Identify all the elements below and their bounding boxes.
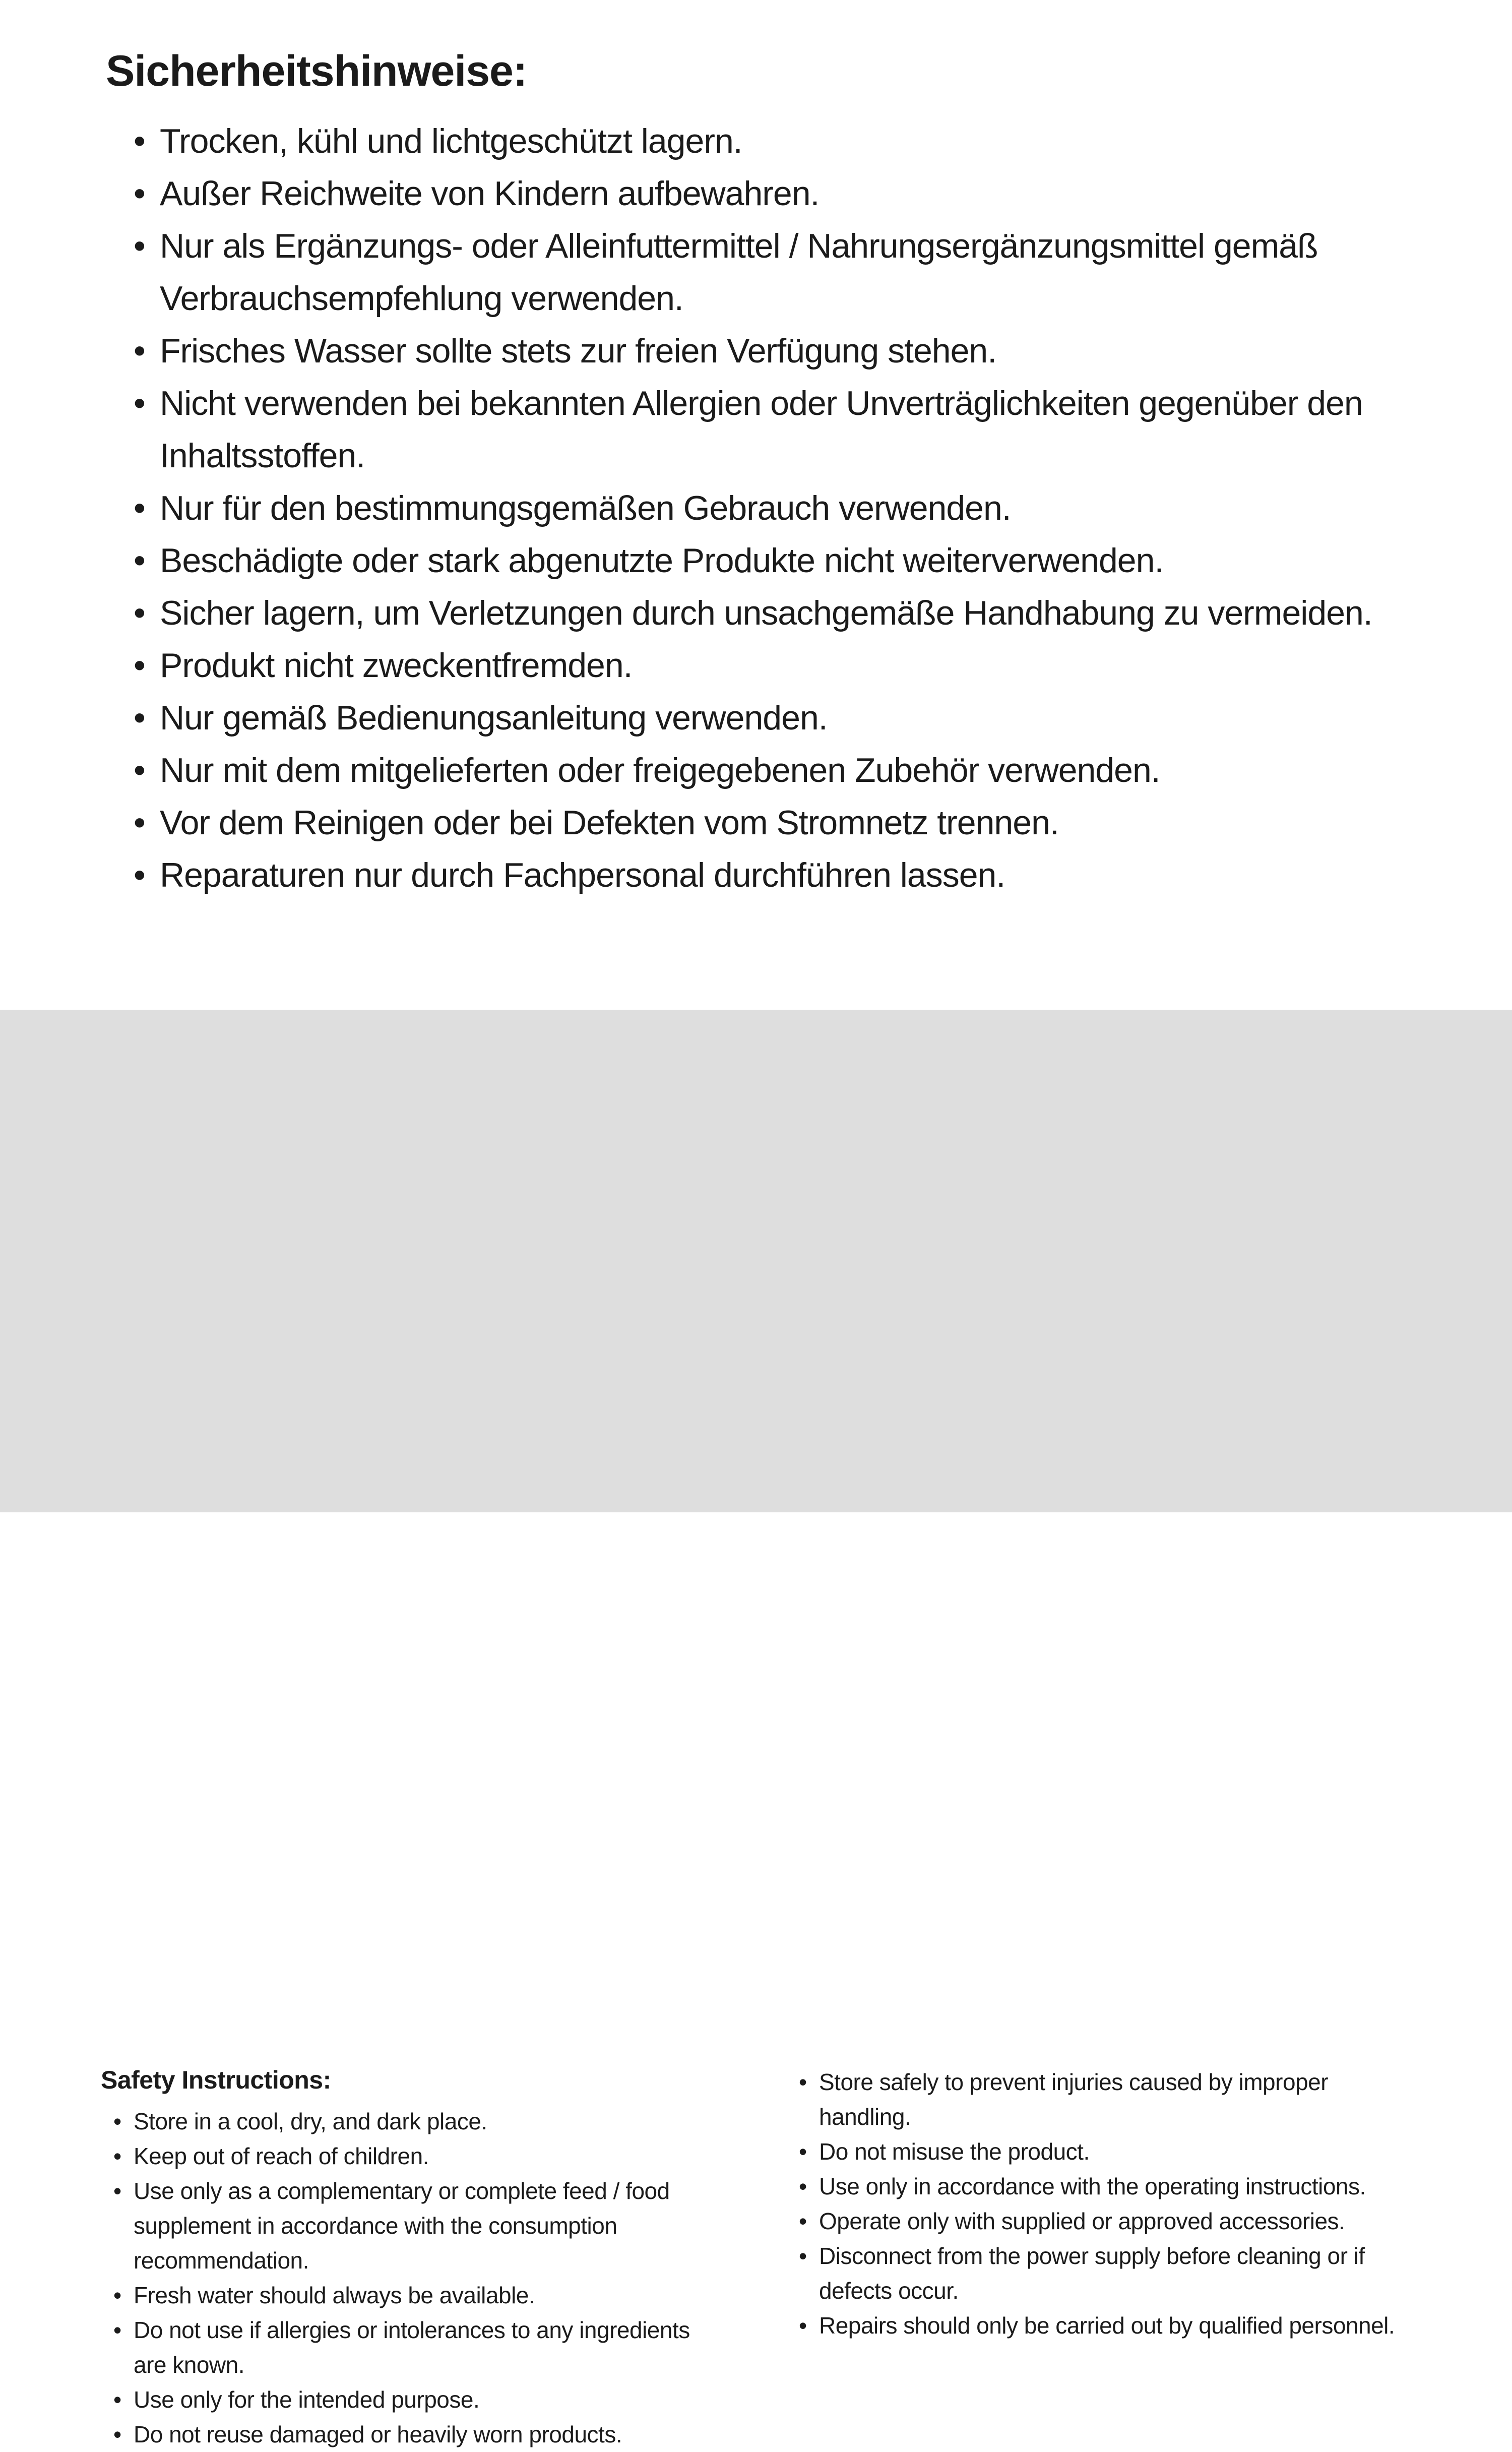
german-instruction-item xyxy=(134,849,1395,901)
german-instruction-item xyxy=(134,115,1395,167)
bullet-marker: • xyxy=(134,541,145,580)
bullet-marker: • xyxy=(799,2312,807,2339)
instruction-text: Nur mit dem mitgelieferten oder freigegebenen Zubehör verwenden. xyxy=(160,751,1160,789)
german-section-title: Sicherheitshinweise: xyxy=(106,47,527,95)
bullet-marker: • xyxy=(134,646,145,685)
bullet-marker: • xyxy=(113,2317,121,2343)
instruction-text: Use only for the intended purpose. xyxy=(134,2386,480,2413)
instruction-text: Keep out of reach of children. xyxy=(134,2143,429,2169)
bullet-marker: • xyxy=(134,699,145,737)
english-instruction-item xyxy=(799,2239,1396,2308)
german-instruction-item xyxy=(134,325,1395,377)
bullet-marker: • xyxy=(134,174,145,213)
bullet-marker: • xyxy=(134,227,145,265)
instruction-text: Do not use if allergies or intolerances to any ingredients are known. xyxy=(134,2317,690,2378)
bullet-marker: • xyxy=(799,2243,807,2269)
english-section-title: Safety Instructions: xyxy=(101,2066,331,2094)
bullet-marker: • xyxy=(799,2138,807,2165)
bullet-marker: • xyxy=(799,2069,807,2095)
english-instruction-item xyxy=(799,2204,1396,2239)
bullet-marker: • xyxy=(799,2208,807,2234)
bullet-marker: • xyxy=(134,804,145,842)
german-safety-section xyxy=(0,0,1512,1010)
german-instruction-item xyxy=(134,167,1395,220)
english-instruction-item xyxy=(113,2278,726,2313)
instruction-text: Repairs should only be carried out by qualified personnel. xyxy=(819,2312,1395,2339)
english-left-column xyxy=(101,2065,726,2452)
instruction-text: Vor dem Reinigen oder bei Defekten vom Stromnetz trennen. xyxy=(160,804,1059,842)
instruction-text: Use only in accordance with the operating instructions. xyxy=(819,2173,1366,2199)
english-instructions-list-right xyxy=(799,2065,1396,2343)
german-instructions-list xyxy=(134,115,1395,901)
english-instruction-item xyxy=(799,2134,1396,2169)
instruction-text: Nicht verwenden bei bekannten Allergien oder Unverträglichkeiten gegenüber den Inhaltsstoffen. xyxy=(160,384,1363,475)
german-instruction-item xyxy=(134,692,1395,744)
german-instruction-item xyxy=(134,744,1395,796)
bullet-marker: • xyxy=(113,2282,121,2308)
bullet-marker: • xyxy=(134,384,145,422)
english-instruction-item xyxy=(799,2308,1396,2343)
bullet-marker: • xyxy=(113,2421,121,2447)
instruction-text: Disconnect from the power supply before cleaning or if defects occur. xyxy=(819,2243,1365,2304)
instruction-text: Use only as a complementary or complete feed / food supplement in accordance with the consumption recommendation. xyxy=(134,2178,670,2274)
bullet-marker: • xyxy=(113,2386,121,2413)
english-instruction-item xyxy=(113,2417,726,2452)
english-instruction-item xyxy=(113,2174,726,2278)
bullet-marker: • xyxy=(113,2143,121,2169)
bullet-marker: • xyxy=(799,2173,807,2199)
english-instruction-item xyxy=(113,2139,726,2174)
german-instruction-item xyxy=(134,534,1395,587)
english-instruction-item xyxy=(113,2313,726,2382)
instruction-text: Nur für den bestimmungsgemäßen Gebrauch verwenden. xyxy=(160,489,1011,527)
english-right-column xyxy=(799,2065,1396,2343)
instruction-text: Beschädigte oder stark abgenutzte Produkte nicht weiterverwenden. xyxy=(160,541,1164,580)
bullet-marker: • xyxy=(134,594,145,632)
instruction-text: Store in a cool, dry, and dark place. xyxy=(134,2108,487,2134)
german-instruction-item xyxy=(134,639,1395,692)
instruction-text: Do not reuse damaged or heavily worn products. xyxy=(134,2421,622,2447)
instruction-text: Sicher lagern, um Verletzungen durch unsachgemäße Handhabung zu vermeiden. xyxy=(160,594,1372,632)
instruction-text: Nur als Ergänzungs- oder Alleinfuttermittel / Nahrungsergänzungsmittel gemäß Verbrauchsempfehlung verwenden. xyxy=(160,227,1318,318)
instruction-text: Trocken, kühl und lichtgeschützt lagern. xyxy=(160,122,742,160)
german-instruction-item xyxy=(134,796,1395,849)
bullet-marker: • xyxy=(134,751,145,789)
english-instructions-list-left xyxy=(101,2104,726,2452)
instruction-text: Do not misuse the product. xyxy=(819,2138,1090,2165)
bullet-marker: • xyxy=(113,2178,121,2204)
english-instruction-item xyxy=(799,2169,1396,2204)
english-instruction-item xyxy=(113,2104,726,2139)
instruction-text: Frisches Wasser sollte stets zur freien Verfügung stehen. xyxy=(160,332,997,370)
bullet-marker: • xyxy=(134,332,145,370)
german-instruction-item xyxy=(134,220,1395,325)
instruction-text: Nur gemäß Bedienungsanleitung verwenden. xyxy=(160,699,828,737)
bullet-marker: • xyxy=(134,489,145,527)
english-instruction-item xyxy=(799,2065,1396,2134)
instruction-text: Produkt nicht zweckentfremden. xyxy=(160,646,633,685)
german-instruction-item xyxy=(134,377,1395,482)
instruction-text: Fresh water should always be available. xyxy=(134,2282,535,2308)
instruction-text: Reparaturen nur durch Fachpersonal durchführen lassen. xyxy=(160,856,1005,894)
bullet-marker: • xyxy=(134,856,145,894)
bullet-marker: • xyxy=(134,122,145,160)
german-instruction-item xyxy=(134,482,1395,534)
english-instruction-item xyxy=(113,2382,726,2417)
instruction-text: Außer Reichweite von Kindern aufbewahren. xyxy=(160,174,820,213)
german-instruction-item xyxy=(134,587,1395,639)
english-safety-section xyxy=(0,1010,1512,2447)
instruction-text: Operate only with supplied or approved accessories. xyxy=(819,2208,1345,2234)
instruction-text: Store safely to prevent injuries caused by improper handling. xyxy=(819,2069,1329,2130)
bullet-marker: • xyxy=(113,2108,121,2134)
